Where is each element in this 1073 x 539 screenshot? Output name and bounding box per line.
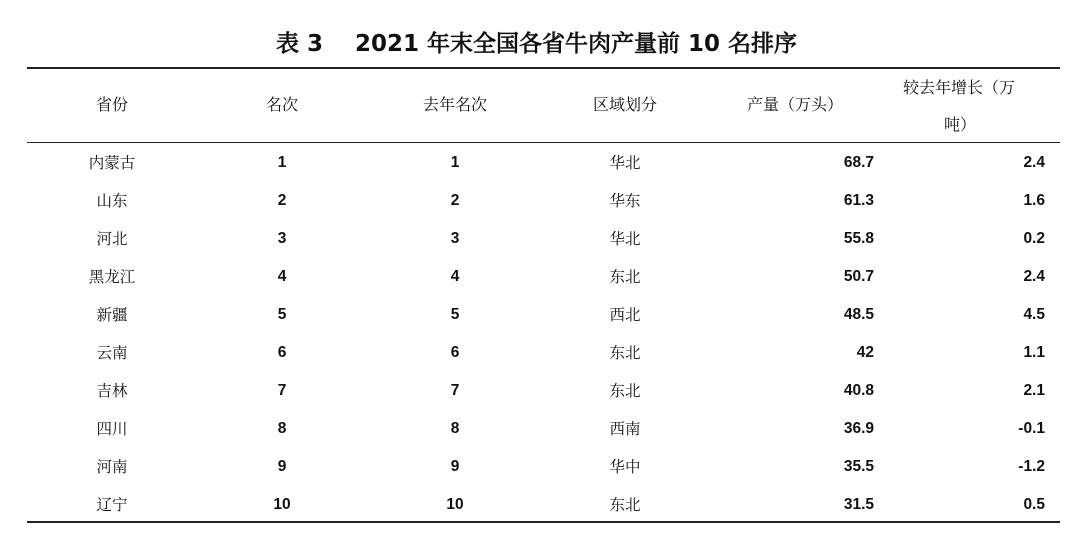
cell-output: 35.5 bbox=[843, 458, 874, 475]
cell-province: 河南 bbox=[96, 458, 128, 476]
cell-rank: 1 bbox=[277, 154, 287, 171]
cell-growth: 2.4 bbox=[1023, 154, 1045, 171]
cell-last-year-rank: 1 bbox=[450, 154, 460, 171]
cell-region: 华东 bbox=[609, 192, 641, 210]
cell-output: 55.8 bbox=[843, 230, 874, 247]
table-top-rule bbox=[27, 67, 1060, 69]
cell-rank: 10 bbox=[273, 496, 291, 513]
table-bottom-rule bbox=[27, 521, 1060, 523]
cell-last-year-rank: 4 bbox=[450, 268, 460, 285]
cell-province: 四川 bbox=[96, 420, 128, 438]
cell-last-year-rank: 7 bbox=[450, 382, 460, 399]
cell-last-year-rank: 5 bbox=[450, 306, 460, 323]
cell-last-year-rank: 6 bbox=[450, 344, 460, 361]
cell-province: 云南 bbox=[96, 344, 128, 362]
cell-region: 东北 bbox=[609, 268, 641, 286]
cell-growth: 1.1 bbox=[1023, 344, 1045, 361]
cell-output: 42 bbox=[856, 344, 874, 361]
cell-rank: 4 bbox=[277, 268, 287, 285]
cell-output: 61.3 bbox=[843, 192, 874, 209]
cell-last-year-rank: 8 bbox=[450, 420, 460, 437]
header-growth-line2: 吨） bbox=[943, 115, 976, 134]
cell-output: 36.9 bbox=[843, 420, 874, 437]
cell-region: 东北 bbox=[609, 496, 641, 514]
cell-rank: 6 bbox=[277, 344, 287, 361]
cell-region: 华中 bbox=[609, 458, 641, 476]
cell-region: 西南 bbox=[609, 420, 641, 438]
cell-rank: 2 bbox=[277, 192, 287, 209]
header-output: 产量（万头） bbox=[746, 95, 843, 114]
cell-output: 68.7 bbox=[843, 154, 874, 171]
cell-last-year-rank: 9 bbox=[450, 458, 460, 475]
cell-province: 黑龙江 bbox=[88, 268, 136, 286]
cell-region: 华北 bbox=[609, 154, 641, 172]
cell-growth: 0.2 bbox=[1023, 230, 1045, 247]
table-header-rule bbox=[27, 142, 1060, 143]
header-last-year-rank: 去年名次 bbox=[422, 95, 487, 114]
cell-growth: 4.5 bbox=[1023, 306, 1045, 323]
cell-rank: 8 bbox=[277, 420, 287, 437]
cell-province: 河北 bbox=[96, 230, 128, 248]
cell-province: 辽宁 bbox=[96, 496, 128, 514]
cell-growth: 0.5 bbox=[1023, 496, 1045, 513]
cell-growth: -1.2 bbox=[1018, 458, 1045, 475]
cell-growth: 1.6 bbox=[1023, 192, 1045, 209]
header-region: 区域划分 bbox=[592, 95, 657, 114]
header-growth-line1: 较去年增长（万 bbox=[903, 78, 1016, 97]
cell-province: 山东 bbox=[96, 192, 128, 210]
cell-rank: 9 bbox=[277, 458, 287, 475]
table-title: 表 3 2021 年末全国各省牛肉产量前 10 名排序 bbox=[275, 31, 798, 57]
cell-growth: 2.1 bbox=[1023, 382, 1045, 399]
cell-region: 东北 bbox=[609, 382, 641, 400]
cell-output: 40.8 bbox=[843, 382, 874, 399]
cell-growth: -0.1 bbox=[1018, 420, 1045, 437]
cell-rank: 5 bbox=[277, 306, 287, 323]
cell-region: 东北 bbox=[609, 344, 641, 362]
cell-last-year-rank: 2 bbox=[450, 192, 460, 209]
header-province: 省份 bbox=[95, 95, 128, 114]
cell-output: 48.5 bbox=[843, 306, 874, 323]
cell-growth: 2.4 bbox=[1023, 268, 1045, 285]
cell-region: 西北 bbox=[609, 306, 641, 324]
cell-last-year-rank: 10 bbox=[446, 496, 464, 513]
cell-province: 吉林 bbox=[96, 382, 128, 400]
cell-province: 新疆 bbox=[96, 306, 128, 324]
cell-rank: 3 bbox=[277, 230, 287, 247]
cell-region: 华北 bbox=[609, 230, 641, 248]
cell-last-year-rank: 3 bbox=[450, 230, 460, 247]
cell-rank: 7 bbox=[277, 382, 287, 399]
cell-output: 50.7 bbox=[843, 268, 874, 285]
cell-province: 内蒙古 bbox=[88, 154, 136, 172]
cell-output: 31.5 bbox=[843, 496, 874, 513]
header-rank: 名次 bbox=[265, 95, 298, 114]
